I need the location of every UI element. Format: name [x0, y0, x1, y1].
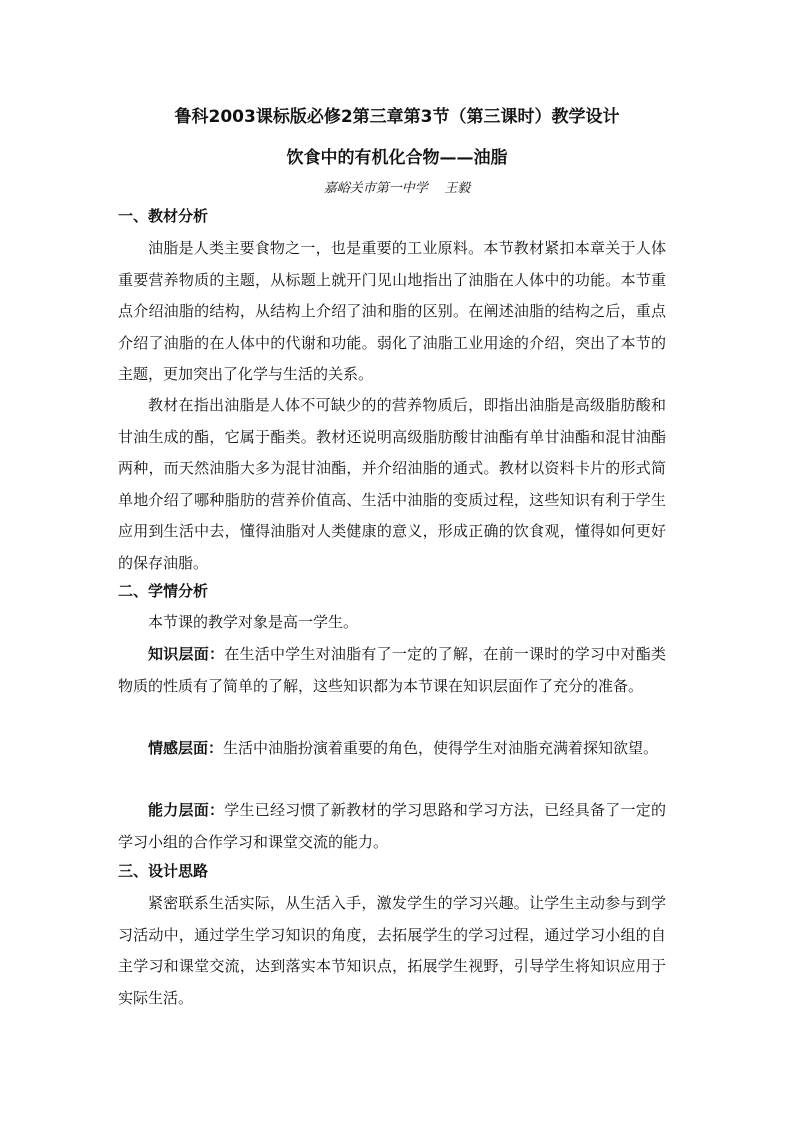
paragraph: 教材在指出油脂是人体不可缺少的的营养物质后，即指出油脂是高级脂肪酸和甘油生成的酯，它属于酯类。教材还说明高级脂肪酸甘油酯有单甘油酯和混甘油酯两种，而天然油脂大多为混甘油酯，并介绍油脂的通式。教材以资料卡片的形式简单地介绍了哪种脂肪的营养价值高、生活中油脂的变质过程，这些知识有利于学生应用到生活中去，懂得油脂对人类健康的意义，形成正确的饮食观，懂得如何更好的保存油脂。 [118, 396, 666, 572]
section-heading-learner-analysis: 二、学情分析 [118, 582, 209, 600]
item-label: 能力层面： [148, 801, 225, 819]
item-text: 生活中油脂扮演着重要的角色，使得学生对油脂充满着探知欲望。 [223, 739, 659, 757]
document-subtitle: 饮食中的有机化合物——油脂 [286, 148, 508, 168]
list-item [118, 795, 666, 858]
author-line: 嘉峪关市第一中学 王毅 [323, 181, 471, 196]
paragraph: 紧密联系生活实际，从生活入手，激发学生的学习兴趣。让学生主动参与到学习活动中，通过学生学习知识的角度，去拓展学生的学习过程，通过学习小组的自主学习和课堂交流，达到落实本节知识点，拓展学生视野，引导学生将知识应用于实际生活。 [118, 894, 666, 1007]
list-item [118, 733, 666, 765]
item-label: 情感层面： [148, 739, 224, 757]
item-text: 学生已经习惯了新教材的学习思路和学习方法，已经具备了一定的学习小组的合作学习和课堂交流的能力。 [118, 801, 666, 851]
item-text: 在生活中学生对油脂有了一定的了解，在前一课时的学习中对酯类物质的性质有了简单的了解，这些知识都为本节课在知识层面作了充分的准备。 [118, 645, 666, 695]
paragraph: 油脂是人类主要食物之一，也是重要的工业原料。本节教材紧扣本章关于人体重要营养物质的主题，从标题上就开门见山地指出了油脂在人体中的功能。本节重点介绍油脂的结构，从结构上介绍了油和脂的区别。在阐述油脂的结构之后，重点介绍了油脂的在人体中的代谢和功能。弱化了油脂工业用途的介绍，突出了本节的主题，更加突出了化学与生活的关系。 [118, 239, 666, 383]
section-heading-design-idea: 三、设计思路 [118, 862, 209, 880]
paragraph: 本节课的教学对象是高一学生。 [148, 613, 359, 631]
section-heading-textbook-analysis: 一、教材分析 [118, 207, 209, 225]
list-item [118, 639, 666, 702]
item-label: 知识层面： [148, 645, 225, 663]
document-title: 鲁科2003课标版必修2第三章第3节（第三课时）教学设计 [174, 107, 620, 127]
